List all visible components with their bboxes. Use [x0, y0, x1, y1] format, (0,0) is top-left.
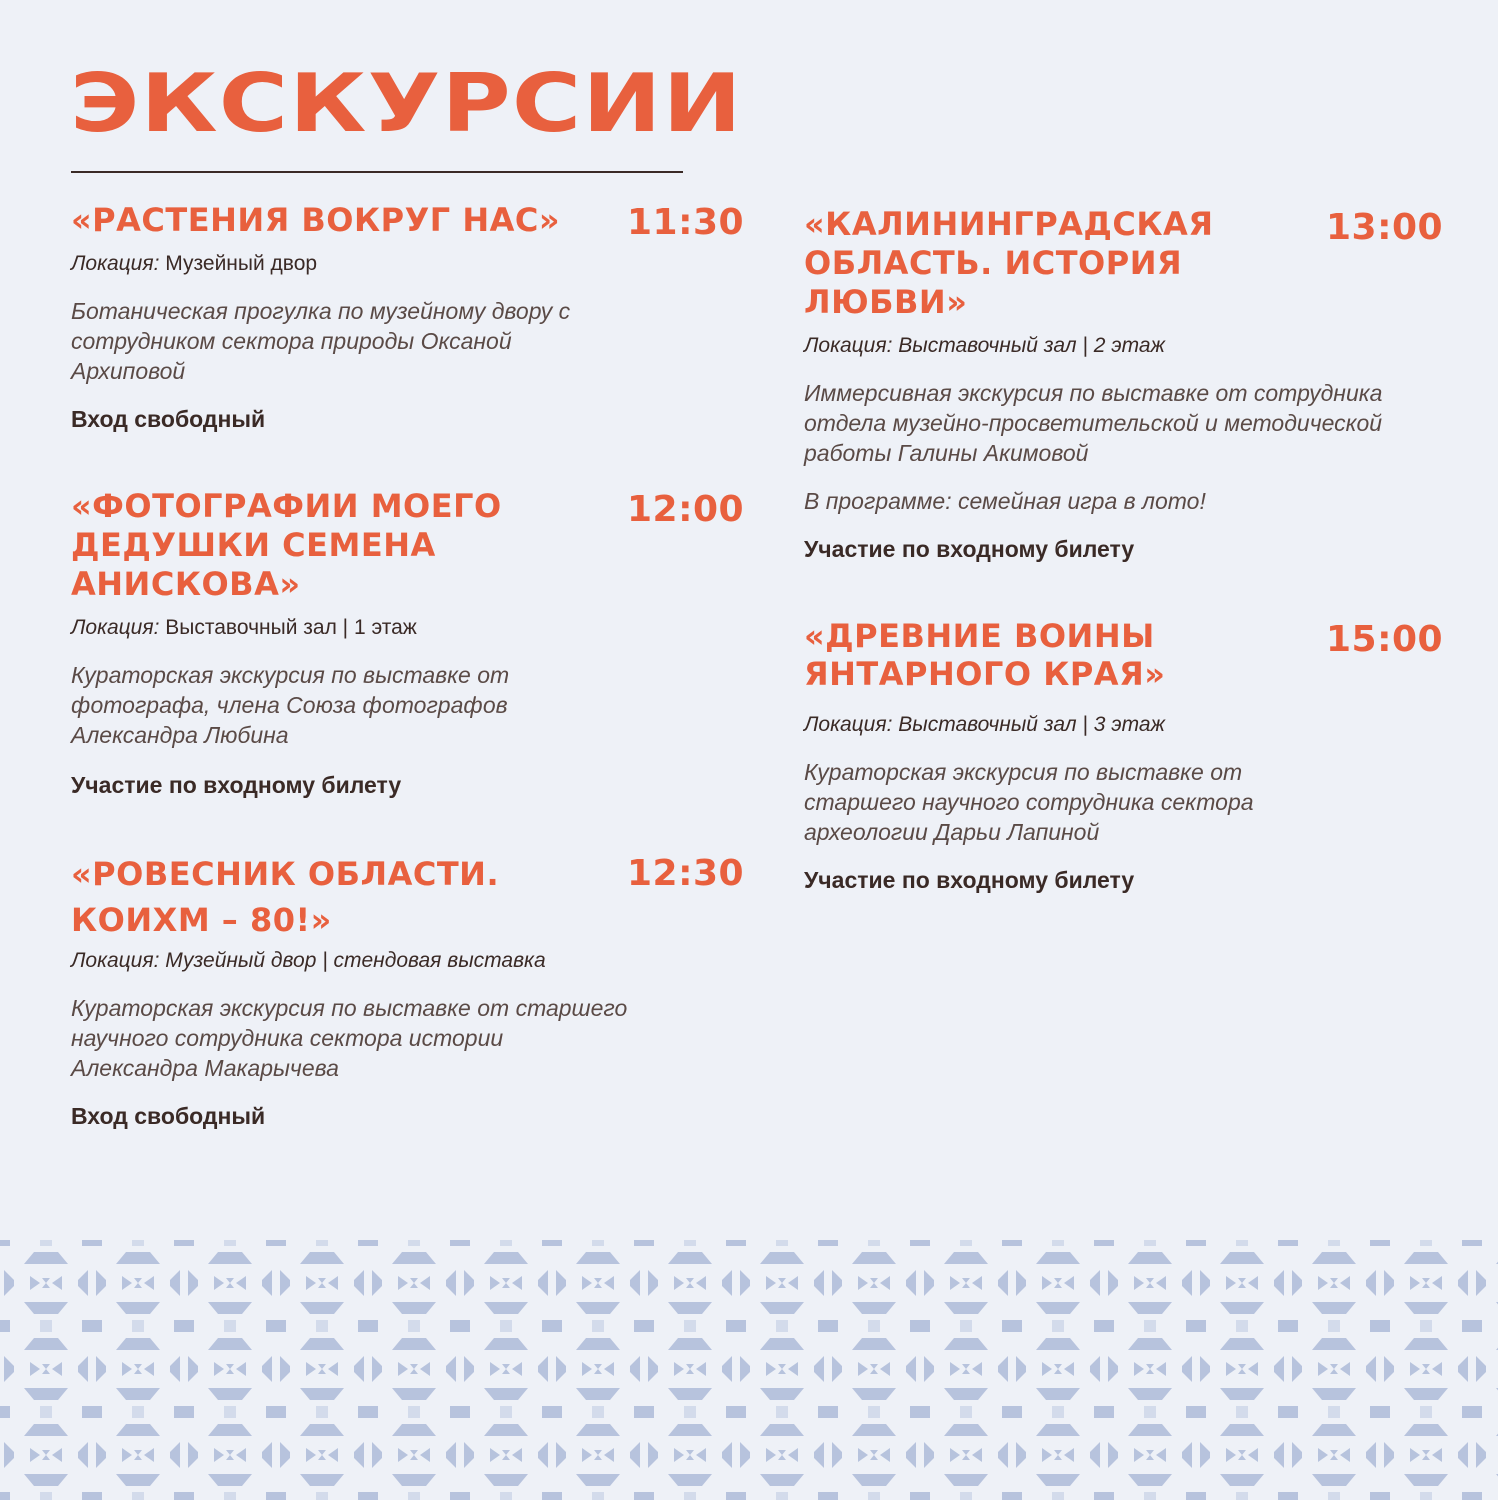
page-title: ЭКСКУРСИИ [70, 57, 743, 150]
event-extra: В программе: семейная игра в лото! [804, 488, 1206, 514]
title-divider [71, 171, 683, 173]
location-value: Выставочный зал | 1 этаж [165, 616, 417, 639]
location-label: Локация: [71, 252, 160, 275]
event-photos [71, 487, 745, 800]
event-description: Иммерсивная экскурсия по выставке от сотрудника отдела музейно-просветительской и методической работы Галины Акимовой [804, 380, 1383, 466]
ornament-pattern [0, 1240, 1498, 1500]
event-location [71, 250, 731, 278]
location-value: Музейный двор [165, 252, 318, 275]
event-description: Кураторская экскурсия по выставке от старшего научного сотрудника сектора истории Александра Макарычева [71, 995, 628, 1081]
event-location [804, 332, 1434, 360]
event-description: Кураторская экскурсия по выставке от старшего научного сотрудника сектора археологии Дарьи Лапиной [804, 759, 1254, 845]
event-peer [71, 851, 745, 1131]
event-time: 15:00 [1326, 619, 1444, 660]
event-warriors [804, 617, 1444, 895]
event-time: 12:00 [627, 489, 745, 530]
event-entry: Участие по входному билету [804, 536, 1135, 562]
location-label: Локация: [71, 616, 160, 639]
event-description: Ботаническая прогулка по музейному двору с сотрудником сектора природы Оксаной Архиповой [71, 298, 571, 384]
event-title: «ФОТОГРАФИИ МОЕГО ДЕДУШКИ СЕМЕНА АНИСКОВА» [71, 487, 502, 603]
location-value: Выставочный зал | 2 этаж [898, 334, 1165, 357]
event-location [804, 711, 1434, 739]
location-label: Локация: [804, 713, 893, 736]
location-value: Выставочный зал | 3 этаж [898, 713, 1165, 736]
event-plants [71, 200, 745, 434]
event-location [71, 614, 731, 642]
event-entry: Участие по входному билету [804, 867, 1135, 893]
event-title: «РАСТЕНИЯ ВОКРУГ НАС» [71, 201, 561, 239]
event-kaliningrad [804, 205, 1444, 564]
event-title: «ДРЕВНИЕ ВОИНЫ ЯНТАРНОГО КРАЯ» [804, 617, 1166, 693]
event-title: «КАЛИНИНГРАДСКАЯ ОБЛАСТЬ. ИСТОРИЯ ЛЮБВИ» [804, 205, 1214, 321]
event-time: 12:30 [627, 853, 745, 894]
event-title: «РОВЕСНИК ОБЛАСТИ. КОИХМ – 80!» [71, 855, 500, 939]
event-location [71, 947, 731, 975]
event-time: 11:30 [627, 202, 745, 243]
event-entry: Вход свободный [71, 1103, 266, 1129]
event-time: 13:00 [1326, 207, 1444, 248]
event-description: Кураторская экскурсия по выставке от фотографа, члена Союза фотографов Александра Любина [71, 662, 510, 748]
event-entry: Вход свободный [71, 406, 266, 432]
location-label: Локация: [71, 949, 160, 972]
location-label: Локация: [804, 334, 893, 357]
event-entry: Участие по входному билету [71, 772, 402, 798]
location-value: Музейный двор | стендовая выставка [165, 949, 546, 972]
